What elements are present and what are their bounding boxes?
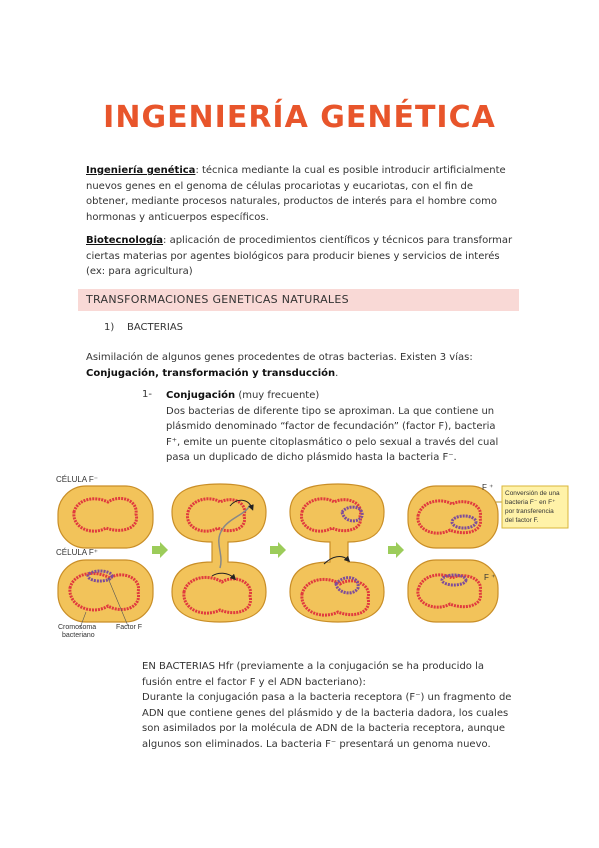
list-number: 1) [104,322,115,333]
panel-2 [172,484,266,622]
term-conjugacion: Conjugación [166,390,236,401]
definition-biotecnologia [86,233,516,280]
page-title: INGENIERÍA GENÉTICA [103,100,496,135]
definition-ingenieria [86,163,516,225]
hfr-body: Durante la conjugación pasa a la bacteria receptora (F⁻) un fragmento de ADN que contiene genes del plásmido y de la bacteria dadora, los cuales son asimilados por la molécula de ADN de la bacteria receptora, aunque algunos son eliminados. La bacteria F⁻ presentará un genoma nuevo. [142,692,512,750]
intro-bold: Conjugación, transformación y transducción [86,367,336,379]
label-fplus-bottom: F ⁺ [484,573,496,582]
label-celula-fplus: CÉLULA F⁺ [56,548,99,557]
term-ingenieria: Ingeniería genética [86,165,196,176]
definition-text: : aplicación de procedimientos científicos y técnicos para transformar ciertas materias por agentes biológicos para producir bienes y servicios de interés (ex: para agricultura) [86,235,513,277]
section-heading: TRANSFORMACIONES GENETICAS NATURALES [78,289,519,311]
conjugacion-note: (muy frecuente) [235,390,320,401]
conjugacion-body: Dos bacterias de diferente tipo se aproximan. La que contiene un plásmido denominado “factor de fecundación” (factor F), bacteria F⁺, emite un puente citoplasmático o pelo sexual a través del cual pasa un duplicado de dicho plásmido hasta la bacteria F⁻. [166,405,499,463]
panel-3 [290,484,384,622]
callout-line-3: por transferencia [505,508,554,515]
conjugacion-paragraph [166,388,506,466]
label-celula-fminus: CÉLULA F⁻ [56,475,99,484]
label-fplus-top: F ⁺ [482,483,494,492]
label-cromosoma-1: Cromosoma [58,624,97,631]
intro-paragraph [86,350,526,381]
callout-line-2: bacteria F⁻ en F⁺ [505,499,556,506]
sub-number: 1- [142,389,152,400]
definition-text: : técnica mediante la cual es posible introducir artificialmente nuevos genes en el genoma de células procariotas y eucariotas, con el fin de obtener, mediante procesos naturales, productos de interés para el hombre como hormonas y anticuerpos específicos. [86,165,506,223]
hfr-paragraph [142,659,512,752]
hfr-intro: EN BACTERIAS Hfr (previamente a la conjugación se ha producido la fusión entre el factor F y el ADN bacteriano): [142,661,485,688]
intro-text: Asimilación de algunos genes procedentes de otras bacterias. Existen 3 vías: [86,352,473,363]
callout-line-4: del factor F. [505,517,539,524]
panel-4 [408,483,502,622]
list-item-bacterias [104,322,183,333]
label-cromosoma-2: bacteriano [62,632,95,639]
intro-end: . [335,367,339,379]
list-label: BACTERIAS [126,322,184,333]
callout-line-1: Conversión de una [505,490,560,497]
conjugation-diagram [52,472,582,642]
label-factor-f: Factor F [116,624,143,631]
term-biotecnologia: Biotecnología [86,235,164,246]
